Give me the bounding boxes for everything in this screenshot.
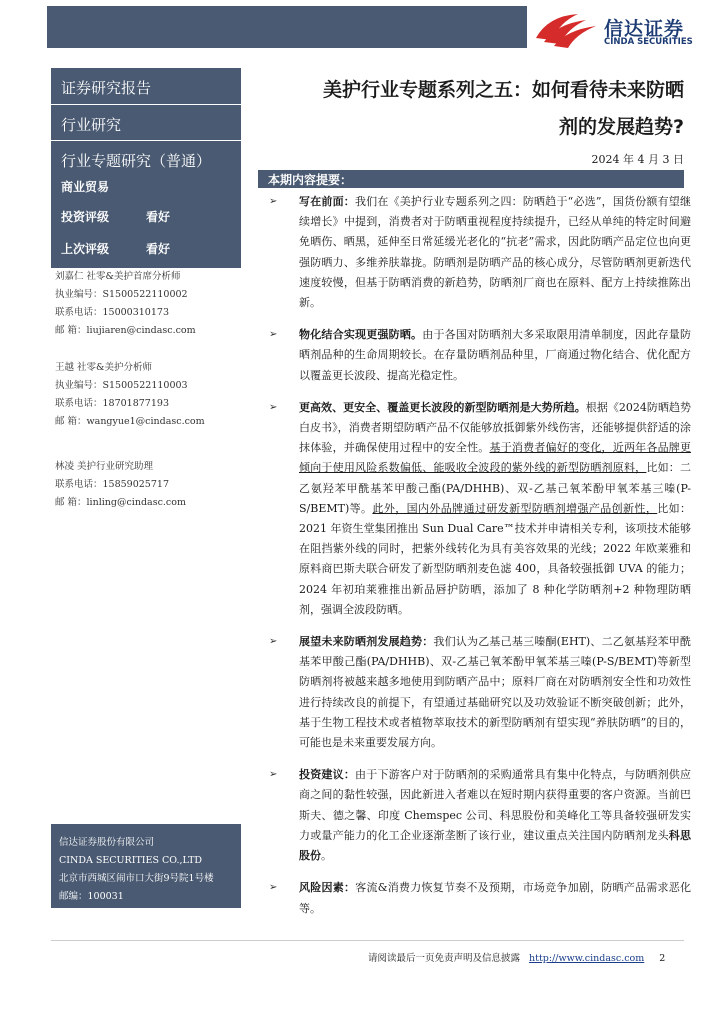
item-lead: 投资建议： xyxy=(299,768,356,782)
report-type: 证券研究报告 xyxy=(51,68,241,104)
prev-rating-value: 看好 xyxy=(146,242,171,256)
title-line: 美护行业专题系列之五：如何看待未来防晒 xyxy=(322,79,684,101)
item-text: 比如：2021 年资生堂集团推出 Sun Dual Care™技术并申请相关专利，该项技术能够在阻挡紫外线的同时，把紫外线转化为具有美容效果的光线；2022 年欧莱雅和原料商巴斯夫联合研发了新型防晒剂麦色滤 400，具备较强抵御 UVA 的能力；2024 年初珀莱雅推出新品唇护防晒，添加了 8 种化学防晒剂+2 种物理防晒剂，强调全波段防晒。 xyxy=(299,501,692,616)
sidebar xyxy=(51,68,241,908)
logo-mark-icon xyxy=(534,10,600,48)
item-text: 由于各国对防晒剂大多采取限用清单制度，因此存量防晒剂品种的生命周期较长。在存量防晒剂品种里，厂商通过物化结合、优化配方以覆盖更长波段、提高光稳定性。 xyxy=(299,328,691,382)
item-text: 客流&消费力恢复节奏不及预期，市场竞争加剧，防晒产品需求恶化等。 xyxy=(299,881,692,915)
arrow-bullet-icon: ➢ xyxy=(269,882,278,894)
arrow-bullet-icon: ➢ xyxy=(269,636,278,648)
list-item xyxy=(263,192,691,313)
list-item xyxy=(263,325,691,386)
summary-header: 本期内容提要： xyxy=(258,170,684,188)
page-number: 2 xyxy=(659,953,666,964)
company-info xyxy=(51,824,241,908)
list-item xyxy=(263,878,691,918)
company-name-cn: 信达证券股份有限公司 xyxy=(59,837,155,848)
item-text: 我们在《美护行业专题系列之四：防晒趋于“必选”，国货份额有望继续增长》中提到，消费者对于防晒重视程度持续提升，已经从单纯的特定时间避免晒伤、晒黑，延伸至日常延缓光老化的“抗老”需求，因此防晒产品定位也向更强防晒力、多维养肤靠拢。防晒剂是防晒产品的核心成分，尽管防晒剂更新迭代速度较慢，但基于防晒消费的新趋势，防晒剂厂商也在原料、配方上持续推陈出新。 xyxy=(299,195,691,310)
item-highlight: 科思股份 xyxy=(299,828,692,863)
analyst-cert: 执业编号：S1500522110002 xyxy=(55,289,188,300)
page-title xyxy=(258,72,684,146)
item-lead: 展望未来防晒剂发展趋势： xyxy=(299,635,434,649)
item-text: 我们认为乙基己基三嗪酮(EHT)、二乙氨基羟苯甲酰基苯甲酸己酯(PA/DHHB)、双-乙基己氧苯酚甲氧苯基三嗪(P-S/BEMT)等新型防晒剂将被越来越多地使用到防晒产品中；原料厂商在对防晒剂安全性和功效性进行持续改良的前提下，有望通过基础研究以及功效验证不断突破创新；此外，基于生物工程技术或者植物萃取技术的新型防晒剂有望实现“养肤防晒”的目的，可能也是未来重要发展方向。 xyxy=(299,635,691,750)
analyst-email[interactable]: 邮 箱：linling@cindasc.com xyxy=(55,497,186,508)
logo-name-en: CINDA SECURITIES xyxy=(604,37,693,47)
sector-label: 商业贸易 xyxy=(61,180,110,194)
analyst-email[interactable]: 邮 箱：wangyue1@cindasc.com xyxy=(55,416,205,427)
prev-rating-label: 上次评级 xyxy=(61,242,110,256)
item-text-underlined: 此外，国内外品牌通过研发新型防晒剂增强产品创新性， xyxy=(372,501,658,515)
rating-box xyxy=(51,176,241,268)
item-text-underlined: 基于消费者偏好的变化，近两年各品牌更倾向于使用风险系数偏低、能吸收全波段的紫外线的新型防晒剂原料， xyxy=(299,441,691,475)
arrow-bullet-icon: ➢ xyxy=(269,196,278,207)
analyst-phone: 联系电话：18701877193 xyxy=(55,398,169,409)
item-text: 根据《2024防晒趋势白皮书》，消费者期望防晒产品不仅能够放抵御紫外线伤害，还能够提供舒适的涂抹体验，并确保使用过程中的安全性。 xyxy=(299,400,692,455)
analyst-name: 林凌 美护行业研究助理 xyxy=(55,461,154,472)
analyst-card xyxy=(55,359,205,431)
rating-label: 投资评级 xyxy=(61,210,110,224)
analyst-email[interactable]: 邮 箱：liujiaren@cindasc.com xyxy=(55,325,196,336)
list-item xyxy=(263,765,691,866)
list-item xyxy=(263,632,691,753)
item-lead: 更高效、更安全、覆盖更长波段的新型防晒剂是大势所趋。 xyxy=(299,400,586,414)
footer-divider xyxy=(51,940,684,941)
analyst-cert: 执业编号：S1500522110003 xyxy=(55,380,188,391)
analyst-phone: 联系电话：15859025717 xyxy=(55,479,169,490)
item-lead: 风险因素： xyxy=(299,881,356,895)
page-footer xyxy=(368,950,665,964)
title-line: 剂的发展趋势? xyxy=(558,116,684,138)
arrow-bullet-icon: ➢ xyxy=(269,401,278,413)
item-text: 由于下游客户对于防晒剂的采购通常具有集中化特点，与防晒剂供应商之间的黏性较强，因此新进入者难以在短时期内获得重要的客户资源。当前巴斯夫、德之馨、印度 Chemspec 公司、科思股份和美峰化工等具备较强研发实力或量产能力的化工企业逐渐垄断了该行业，建议重点关注国内防晒剂龙头 xyxy=(299,768,691,842)
disclaimer-text: 请阅读最后一页免责声明及信息披露 xyxy=(368,953,521,964)
logo-name-cn: 信达证券 xyxy=(604,18,685,40)
item-text: 。 xyxy=(321,849,332,863)
cinda-logo[interactable] xyxy=(534,10,714,50)
analyst-name: 王越 社零&美护分析师 xyxy=(55,362,152,373)
analyst-name: 刘嘉仁 社零&美护首席分析师 xyxy=(55,271,181,282)
item-text: 比如：二乙氨羟苯甲酰基苯甲酸己酯(PA/DHHB)、双-乙基己氧苯酚甲氧苯基三嗪(P-S/BEMT)等。 xyxy=(299,461,692,515)
arrow-bullet-icon: ➢ xyxy=(269,329,278,341)
company-address: 北京市西城区闹市口大街9号院1号楼 xyxy=(59,873,214,884)
summary-content xyxy=(263,192,691,931)
arrow-bullet-icon: ➢ xyxy=(269,769,278,781)
report-subcategory: 行业专题研究（普通） xyxy=(51,140,241,176)
rating-value: 看好 xyxy=(146,210,171,224)
header-banner xyxy=(47,6,527,48)
analyst-phone: 联系电话：15000310173 xyxy=(55,307,169,318)
analyst-card xyxy=(55,268,196,340)
report-date: 2024 年 4 月 3 日 xyxy=(591,153,684,166)
item-lead: 物化结合实现更强防晒。 xyxy=(299,328,423,342)
item-lead: 写在前面： xyxy=(299,195,355,208)
company-postcode: 邮编：100031 xyxy=(59,891,124,902)
list-item xyxy=(263,398,691,620)
analyst-card xyxy=(55,458,186,512)
website-link[interactable]: http://www.cindasc.com xyxy=(529,953,645,964)
report-category: 行业研究 xyxy=(51,104,241,140)
company-name-en: CINDA SECURITIES CO.,LTD xyxy=(59,855,203,866)
